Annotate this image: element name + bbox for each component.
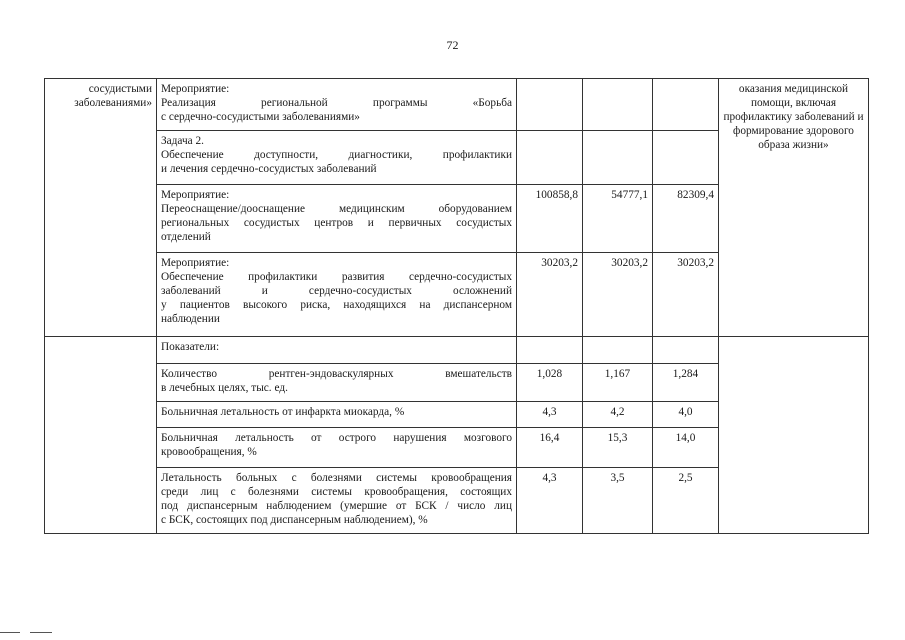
value-cell-2: 30203,2 [583, 253, 653, 337]
indicator-description [157, 428, 517, 468]
value-cell-3 [653, 337, 719, 364]
measure-description [157, 185, 517, 253]
indicator-text-line: Больничная летальность от острого нарушения мозгового [161, 432, 512, 444]
result-cell: оказания медицинской помощи, включая профилактику заболеваний и формирование здорового образа жизни» [719, 79, 869, 337]
indicator-text-line: в лечебных целях, тыс. ед. [161, 382, 288, 394]
indicators-header: Показатели: [157, 337, 517, 364]
value-cell-2: 4,2 [583, 402, 653, 428]
task-description [157, 131, 517, 185]
scan-marks [0, 632, 60, 634]
value-cell-1: 100858,8 [517, 185, 583, 253]
goal-cell-empty [45, 337, 157, 534]
task-text-line: Обеспечение доступности, диагностики, профилактики [161, 149, 512, 161]
measure-description [157, 79, 517, 131]
value-cell-3: 2,5 [653, 468, 719, 534]
value-cell-2 [583, 79, 653, 131]
value-cell-1: 4,3 [517, 402, 583, 428]
measure-label: Мероприятие: [161, 257, 230, 269]
value-cell-1 [517, 131, 583, 185]
task-text-line: и лечения сердечно-сосудистых заболеваний [161, 163, 377, 175]
page-number: 72 [446, 38, 459, 52]
value-cell-2: 1,167 [583, 364, 653, 402]
indicator-text-line: среди лиц с болезнями системы кровообращения, состоящих [161, 486, 512, 498]
table-row [45, 79, 869, 131]
measure-text-line: отделений [161, 231, 211, 243]
value-cell-3: 14,0 [653, 428, 719, 468]
value-cell-1: 1,028 [517, 364, 583, 402]
value-cell-1 [517, 79, 583, 131]
measure-label: Мероприятие: [161, 189, 230, 201]
value-cell-3: 82309,4 [653, 185, 719, 253]
measure-description [157, 253, 517, 337]
value-cell-3: 4,0 [653, 402, 719, 428]
indicator-text-line: кровообращения, % [161, 446, 257, 458]
table-row [45, 337, 869, 364]
goal-cell: сосудистыми заболеваниями» [45, 79, 157, 337]
measure-text-line: Реализация региональной программы «Борьба [161, 97, 512, 109]
indicator-text-line: Количество рентген-эндоваскулярных вмешательств [161, 368, 512, 380]
measure-text-line: у пациентов высокого риска, находящихся на диспансерном [161, 299, 512, 311]
value-cell-3 [653, 79, 719, 131]
measure-text-line: с сердечно-сосудистыми заболеваниями» [161, 111, 360, 123]
measure-label: Мероприятие: [161, 83, 230, 95]
indicator-description [157, 364, 517, 402]
value-cell-2 [583, 337, 653, 364]
task-label: Задача 2. [161, 135, 204, 147]
measure-text-line: региональных сосудистых центров и первичных сосудистых [161, 217, 512, 229]
value-cell-2: 3,5 [583, 468, 653, 534]
value-cell-3 [653, 131, 719, 185]
value-cell-1: 30203,2 [517, 253, 583, 337]
indicator-text-line: с БСК, состоящих под диспансерным наблюдением), % [161, 514, 428, 526]
indicator-description [157, 468, 517, 534]
program-table [44, 78, 869, 534]
value-cell-3: 1,284 [653, 364, 719, 402]
value-cell-3: 30203,2 [653, 253, 719, 337]
value-cell-2 [583, 131, 653, 185]
value-cell-1 [517, 337, 583, 364]
result-cell-empty [719, 337, 869, 534]
value-cell-2: 54777,1 [583, 185, 653, 253]
value-cell-1: 4,3 [517, 468, 583, 534]
measure-text-line: наблюдении [161, 313, 220, 325]
indicator-text-line: Больничная летальность от инфаркта миокарда, % [161, 406, 405, 418]
measure-text-line: Обеспечение профилактики развития сердечно-сосудистых [161, 271, 512, 283]
measure-text-line: заболеваний и сердечно-сосудистых осложнений [161, 285, 512, 297]
indicator-text-line: Летальность больных с болезнями системы кровообращения [161, 472, 512, 484]
indicator-text-line: под диспансерным наблюдением (умершие от БСК / число лиц [161, 500, 512, 512]
indicator-description [157, 402, 517, 428]
value-cell-1: 16,4 [517, 428, 583, 468]
value-cell-2: 15,3 [583, 428, 653, 468]
measure-text-line: Переоснащение/дооснащение медицинским оборудованием [161, 203, 512, 215]
